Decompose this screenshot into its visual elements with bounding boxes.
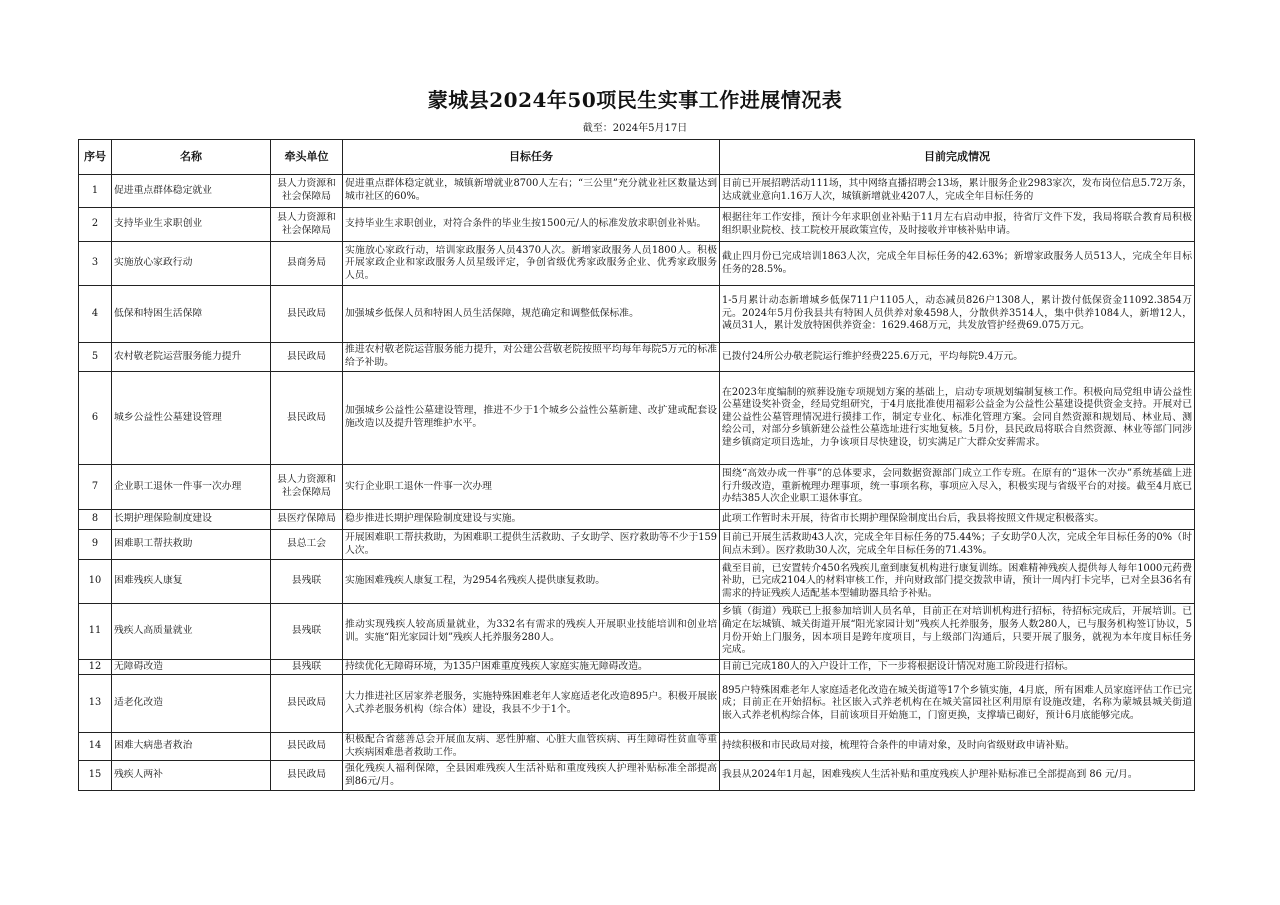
completion-status: 目前已开展生活救助43人次，完成全年目标任务的75.44%；子女助学0人次，完成全年目标任务的0%（时间点未到）。医疗救助30人次，完成全年目标任务的71.43%。 (720, 530, 1195, 560)
progress-table (78, 139, 1195, 791)
table-row (79, 761, 1195, 791)
lead-unit: 县人力资源和社会保障局 (271, 208, 343, 242)
table-row (79, 560, 1195, 604)
lead-unit: 县民政局 (271, 733, 343, 761)
target-task: 大力推进社区居家养老服务，实施特殊困难老年人家庭适老化改造895户。积极开展嵌入式养老服务机构（综合体）建设，我县不少于1个。 (343, 675, 720, 733)
row-number: 12 (79, 660, 112, 675)
row-number: 2 (79, 208, 112, 242)
header-no: 序号 (79, 140, 112, 175)
row-number: 13 (79, 675, 112, 733)
item-name: 促进重点群体稳定就业 (112, 175, 271, 208)
header-unit: 牵头单位 (271, 140, 343, 175)
row-number: 6 (79, 372, 112, 465)
row-number: 9 (79, 530, 112, 560)
completion-status: 目前已完成180人的入户设计工作，下一步将根据设计情况对施工阶段进行招标。 (720, 660, 1195, 675)
row-number: 10 (79, 560, 112, 604)
header-status: 目前完成情况 (720, 140, 1195, 175)
header-task: 目标任务 (343, 140, 720, 175)
lead-unit: 县民政局 (271, 286, 343, 343)
item-name: 困难职工帮扶救助 (112, 530, 271, 560)
item-name: 适老化改造 (112, 675, 271, 733)
target-task: 促进重点群体稳定就业，城镇新增就业8700人左右；“三公里”充分就业社区数量达到城市社区的60%。 (343, 175, 720, 208)
row-number: 11 (79, 604, 112, 660)
completion-status: 我县从2024年1月起，困难残疾人生活补贴和重度残疾人护理补贴标准已全部提高到 86 元/月。 (720, 761, 1195, 791)
completion-status: 乡镇（街道）残联已上报参加培训人员名单，目前正在对培训机构进行招标，待招标完成后，开展培训。已确定在坛城镇、城关街道开展“阳光家园计划”残疾人托养服务，服务人数280人，已与服务机构签订协议，5月份开始上门服务，因本项目是跨年度项目，与上级部门沟通后，只要开展了服务，就视为本年度目标任务完成。 (720, 604, 1195, 660)
table-row (79, 343, 1195, 372)
table-row (79, 530, 1195, 560)
table-body (79, 175, 1195, 791)
target-task: 加强城乡公益性公墓建设管理，推进不少于1个城乡公益性公墓新建、改扩建或配套设施改造以及提升管理维护水平。 (343, 372, 720, 465)
lead-unit: 县人力资源和社会保障局 (271, 465, 343, 510)
target-task: 实施困难残疾人康复工程，为2954名残疾人提供康复救助。 (343, 560, 720, 604)
item-name: 残疾人两补 (112, 761, 271, 791)
table-row (79, 604, 1195, 660)
completion-status: 此项工作暂时未开展，待省市长期护理保险制度出台后，我县将按照文件规定积极落实。 (720, 510, 1195, 530)
completion-status: 在2023年度编制的殡葬设施专项规划方案的基础上，启动专项规划编制复核工作。积极向局党组申请公益性公墓建设奖补资金，经局党组研究，于4月底批准使用福彩公益金为公益性公墓建设提供资金支持。开展对已建公益性公墓管理情况进行摸排工作，制定专业化、标准化管理方案。会同自然资源和规划局、林业局、测绘公司，对部分乡镇新建公益性公墓选址进行实地复核。5月份，县民政局将联合自然资源、林业等部门同涉建乡镇商定项目选址，力争该项目尽快建设，切实满足广大群众安葬需求。 (720, 372, 1195, 465)
target-task: 强化残疾人福利保障，全县困难残疾人生活补贴和重度残疾人护理补贴标准全部提高到86元/月。 (343, 761, 720, 791)
completion-status: 围绕“高效办成一件事”的总体要求，会同数据资源部门成立工作专班。在原有的“退休一次办”系统基础上进行升级改造，重新梳理办理事项，统一事项名称，事项应入尽入，积极实现与省级平台的对接。截至4月底已办结385人次企业职工退休事宜。 (720, 465, 1195, 510)
table-row (79, 208, 1195, 242)
target-task: 积极配合省慈善总会开展血友病、恶性肿瘤、心脏大血管疾病、再生障碍性贫血等重大疾病困难患者救助工作。 (343, 733, 720, 761)
header-name: 名称 (112, 140, 271, 175)
item-name: 实施放心家政行动 (112, 242, 271, 286)
target-task: 加强城乡低保人员和特困人员生活保障，规范确定和调整低保标准。 (343, 286, 720, 343)
table-row (79, 175, 1195, 208)
item-name: 低保和特困生活保障 (112, 286, 271, 343)
lead-unit: 县民政局 (271, 761, 343, 791)
target-task: 推动实现残疾人较高质量就业，为332名有需求的残疾人开展职业技能培训和创业培训。实施“阳光家园计划”残疾人托养服务280人。 (343, 604, 720, 660)
target-task: 开展困难职工帮扶救助，为困难职工提供生活救助、子女助学、医疗救助等不少于159人次。 (343, 530, 720, 560)
target-task: 推进农村敬老院运营服务能力提升，对公建公营敬老院按照平均每年每院5万元的标准给予补助。 (343, 343, 720, 372)
lead-unit: 县民政局 (271, 372, 343, 465)
target-task: 实施放心家政行动，培训家政服务人员4370人次。新增家政服务人员1800人。积极开展家政企业和家政服务人员星级评定，争创省级优秀家政服务企业、优秀家政服务人员。 (343, 242, 720, 286)
completion-status: 895户特殊困难老年人家庭适老化改造在城关街道等17个乡镇实施，4月底，所有困难人员家庭评估工作已完成；目前正在开始招标。社区嵌入式养老机构在在城关富园社区利用原有设施改建，名称为蒙城县城关街道嵌入式养老机构综合体，目前该项目开始施工，门窗更换，支撑墙已砌好，预计6月底能够完成。 (720, 675, 1195, 733)
target-task: 支持毕业生求职创业，对符合条件的毕业生按1500元/人的标准发放求职创业补贴。 (343, 208, 720, 242)
completion-status: 目前已开展招聘活动111场，其中网络直播招聘会13场，累计服务企业2983家次，发布岗位信息5.72万条，达成就业意向1.16万人次，城镇新增就业4207人，完成全年目标任务的 (720, 175, 1195, 208)
target-task: 实行企业职工退休一件事一次办理 (343, 465, 720, 510)
lead-unit: 县民政局 (271, 343, 343, 372)
item-name: 困难残疾人康复 (112, 560, 271, 604)
lead-unit: 县总工会 (271, 530, 343, 560)
lead-unit: 县民政局 (271, 675, 343, 733)
item-name: 农村敬老院运营服务能力提升 (112, 343, 271, 372)
completion-status: 持续积极和市民政局对接，梳理符合条件的申请对象，及时向省级财政申请补贴。 (720, 733, 1195, 761)
completion-status: 根据往年工作安排，预计今年求职创业补贴于11月左右启动申报，待省厅文件下发，我局将联合教育局积极组织职业院校、技工院校开展政策宣传，及时接收并审核补贴申请。 (720, 208, 1195, 242)
document-title: 蒙城县2024年50项民生实事工作进展情况表 (427, 88, 843, 112)
completion-status: 1-5月累计动态新增城乡低保711户1105人，动态减员826户1308人，累计拨付低保资金11092.3854万元。2024年5月份我县共有特困人员供养对象4598人，分散供养3514人，集中供养1084人，新增12人，减员31人，累计发放特困供养资金：1629.468万元，共发放管护经费69.075万元。 (720, 286, 1195, 343)
item-name: 企业职工退休一件事一次办理 (112, 465, 271, 510)
table-row (79, 675, 1195, 733)
table-row (79, 465, 1195, 510)
row-number: 1 (79, 175, 112, 208)
table-row (79, 510, 1195, 530)
row-number: 3 (79, 242, 112, 286)
lead-unit: 县残联 (271, 604, 343, 660)
lead-unit: 县商务局 (271, 242, 343, 286)
row-number: 8 (79, 510, 112, 530)
table-row (79, 372, 1195, 465)
item-name: 残疾人高质量就业 (112, 604, 271, 660)
lead-unit: 县残联 (271, 560, 343, 604)
lead-unit: 县残联 (271, 660, 343, 675)
target-task: 持续优化无障碍环境，为135户困难重度残疾人家庭实施无障碍改造。 (343, 660, 720, 675)
table-row (79, 660, 1195, 675)
item-name: 无障碍改造 (112, 660, 271, 675)
table-row (79, 286, 1195, 343)
row-number: 14 (79, 733, 112, 761)
completion-status: 截止四月份已完成培训1863人次，完成全年目标任务的42.63%；新增家政服务人员513人，完成全年目标任务的28.5%。 (720, 242, 1195, 286)
completion-status: 已拨付24所公办敬老院运行维护经费225.6万元，平均每院9.4万元。 (720, 343, 1195, 372)
table-row (79, 242, 1195, 286)
lead-unit: 县人力资源和社会保障局 (271, 175, 343, 208)
row-number: 4 (79, 286, 112, 343)
row-number: 5 (79, 343, 112, 372)
table-row (79, 733, 1195, 761)
lead-unit: 县医疗保障局 (271, 510, 343, 530)
row-number: 7 (79, 465, 112, 510)
target-task: 稳步推进长期护理保险制度建设与实施。 (343, 510, 720, 530)
item-name: 长期护理保险制度建设 (112, 510, 271, 530)
item-name: 困难大病患者救治 (112, 733, 271, 761)
table-header-row (79, 140, 1195, 175)
completion-status: 截至目前，已安置转介450名残疾儿童到康复机构进行康复训练。困难精神残疾人提供每人每年1000元药费补助，已完成2104人的材料审核工作，并向财政部门提交拨款申请，预计一周内打卡完毕，已对全县36名有需求的持证残疾人适配基本型辅助器具给予补贴。 (720, 560, 1195, 604)
item-name: 城乡公益性公墓建设管理 (112, 372, 271, 465)
document-date: 截至：2024年5月17日 (582, 123, 688, 134)
row-number: 15 (79, 761, 112, 791)
item-name: 支持毕业生求职创业 (112, 208, 271, 242)
